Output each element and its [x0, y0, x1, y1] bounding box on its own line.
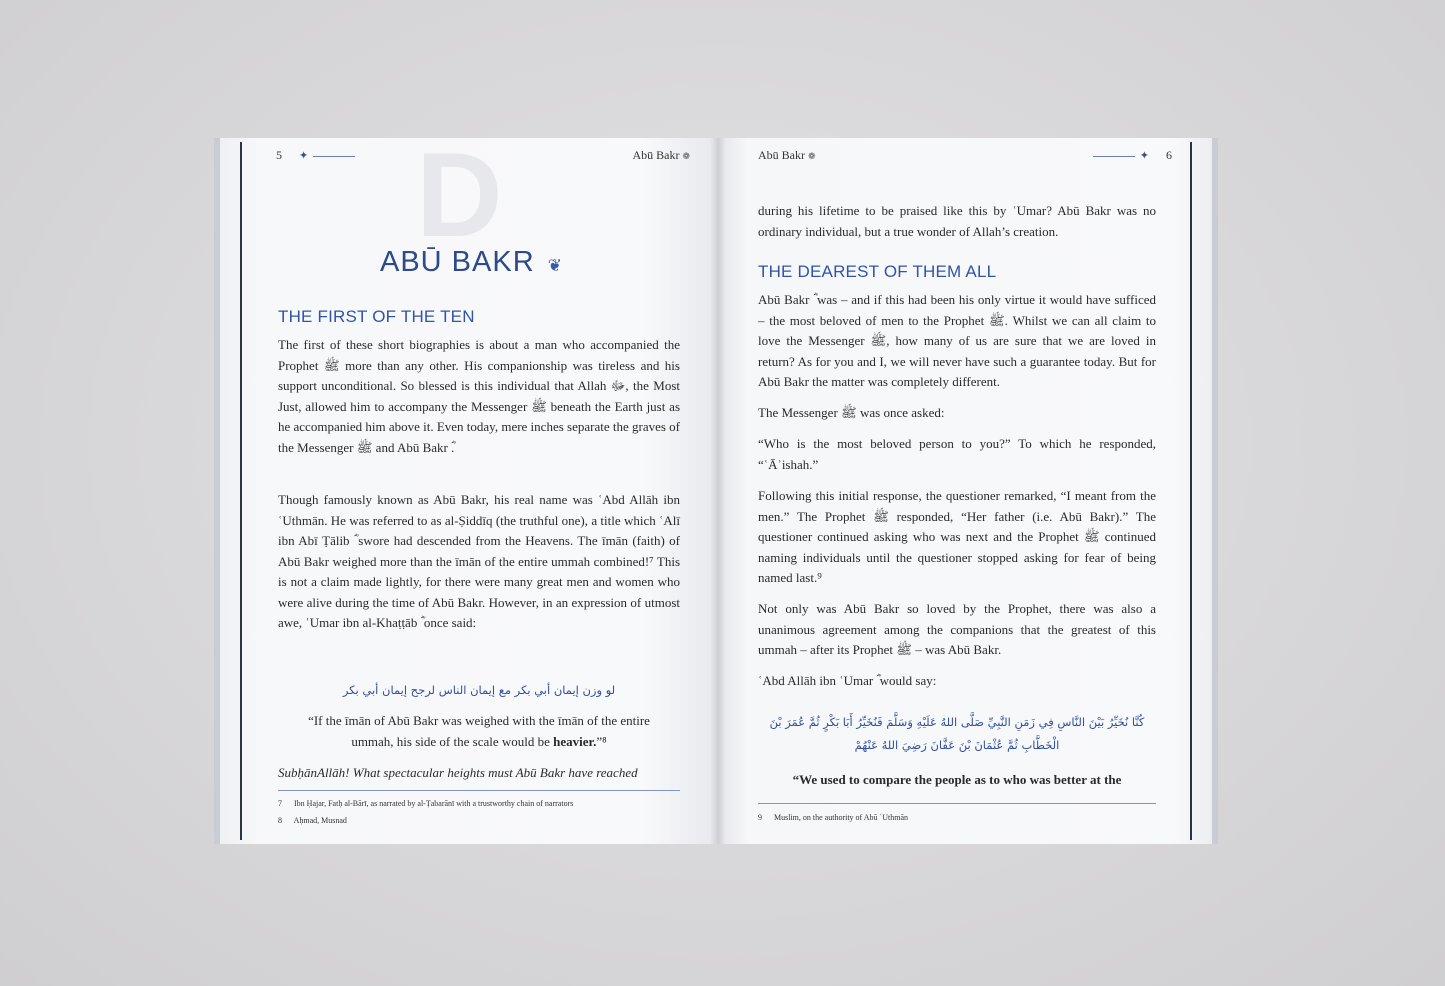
header-rule	[313, 156, 355, 157]
footnote-rule	[278, 790, 680, 791]
footnote-rule	[758, 803, 1156, 804]
page-number: 5	[276, 148, 282, 162]
paragraph: Abū Bakr ؓ was – and if this had been his only virtue it would have sufficed – the most beloved of men to the Prophet ﷺ. Whilst we can all claim to love the Messenger ﷺ, how many of us are sure that we are loved in return? As for you and I, we will never have such a guarantee today. But for Abū Bakr the matter was completely different.	[758, 292, 1157, 389]
paragraph: SubḥānAllāh! What spectacular heights must Abū Bakr have reached	[278, 765, 638, 780]
arabic-quote: لو وزن إيمان أبي بكر مع إيمان الناس لرجح إيمان أبي بكر	[342, 683, 616, 697]
page-title: ABŪ BAKR ❦	[380, 246, 563, 278]
book-spine	[710, 138, 726, 844]
page-edge-line	[1190, 142, 1192, 840]
watermark-logo: D	[416, 138, 503, 262]
left-header	[276, 148, 355, 163]
paragraph: Following this initial response, the questioner remarked, “I meant from the men.” The Prophet ﷺ responded, “Her father (i.e. Abū Bakr).” The questioner continued asking who was next and the Prophet ﷺ continued naming individuals until the questioner stopped asking for fear of being named last.⁹	[758, 488, 1156, 585]
paragraph: “Who is the most beloved person to you?” To which he responded, “ʿĀʾishah.”	[758, 436, 1156, 472]
paragraph: Not only was Abū Bakr so loved by the Prophet, there was also a unanimous agreement among the companions that the greatest of this ummah – after its Prophet ﷺ – was Abū Bakr.	[758, 601, 1156, 657]
running-header: Abū Bakr ❁	[632, 148, 690, 162]
paragraph: The first of these short biographies is about a man who accompanied the Prophet ﷺ more than any other. His companionship was tireless and his support unconditional. So blessed is this individual that Allah ﷻ, the Most Just, allowed him to accompany the Messenger ﷺ beneath the Earth just as he accompanied him above it. Even today, mere inches separate the graves of the Messenger ﷺ and Abū Bakr ؓ.	[278, 337, 680, 455]
paragraph: ʿAbd Allāh ibn ʿUmar ؓ would say:	[758, 673, 937, 688]
honorific-icon: ❁	[808, 151, 816, 161]
page-number: 6	[1166, 148, 1172, 162]
right-page	[718, 138, 1218, 844]
section-heading: THE FIRST OF THE TEN	[278, 307, 475, 326]
star-ornament-icon: ✦	[299, 150, 309, 162]
paragraph: during his lifetime to be praised like this by ʿUmar? Abū Bakr was no ordinary individual, but a true wonder of Allah’s creation.	[758, 203, 1156, 239]
paragraph: Though famously known as Abū Bakr, his real name was ʿAbd Allāh ibn ʿUthmān. He was referred to as al-Ṣiddīq (the truthful one), a title which ʿAlī ibn Abī Ṭālib ؓ swore had descended from the Heavens. The īmān (faith) of Abū Bakr weighed more than the īmān of the entire ummah combined!⁷ This is not a claim made lightly, for there were many great men and women who were alive during the time of Abū Bakr. However, in an expression of utmost awe, ʿUmar ibn al-Khaṭṭāb ؓ once said:	[278, 492, 680, 630]
calligraphy-honorific-icon: ❦	[547, 256, 563, 276]
right-header	[1093, 148, 1172, 163]
footnote: 7 Ibn Ḥajar, Fatḥ al-Bārī, as narrated by al-Ṭabarānī with a trustworthy chain of narrators	[278, 799, 574, 808]
star-ornament-icon: ✦	[1139, 150, 1149, 162]
honorific-icon: ❁	[682, 151, 690, 161]
paragraph: The Messenger ﷺ was once asked:	[758, 405, 945, 420]
section-heading: THE DEAREST OF THEM ALL	[758, 262, 997, 281]
left-page	[214, 138, 718, 844]
arabic-quote-line: الْخَطَّابِ ثُمَّ عُثْمَانَ بْنَ عَفَّانَ رَضِيَ اللهُ عَنْهُمْ	[854, 738, 1060, 752]
footnote: 8 Aḥmad, Musnad	[278, 816, 347, 825]
running-header: Abū Bakr ❁	[758, 148, 816, 162]
translated-quote: “We used to compare the people as to who was better at the	[792, 772, 1122, 787]
page-edge-line	[240, 142, 242, 840]
open-book	[214, 138, 1218, 844]
translated-quote: “If the īmān of Abū Bakr was weighed with the īmān of the entire ummah, his side of the scale would be heavier.”⁸	[308, 713, 650, 749]
footnote: 9 Muslim, on the authority of Abū ʿUthmān	[758, 813, 908, 822]
arabic-quote-line: كُنَّا نُخَيِّرُ بَيْنَ النَّاسِ فِي زَمَنِ النَّبِيِّ صَلَّى اللهُ عَلَيْهِ وَسَلَّمَ فَنُخَيِّرُ أَبَا بَكْرٍ ثُمَّ عُمَرَ بْنَ	[769, 715, 1145, 729]
header-rule	[1093, 156, 1135, 157]
